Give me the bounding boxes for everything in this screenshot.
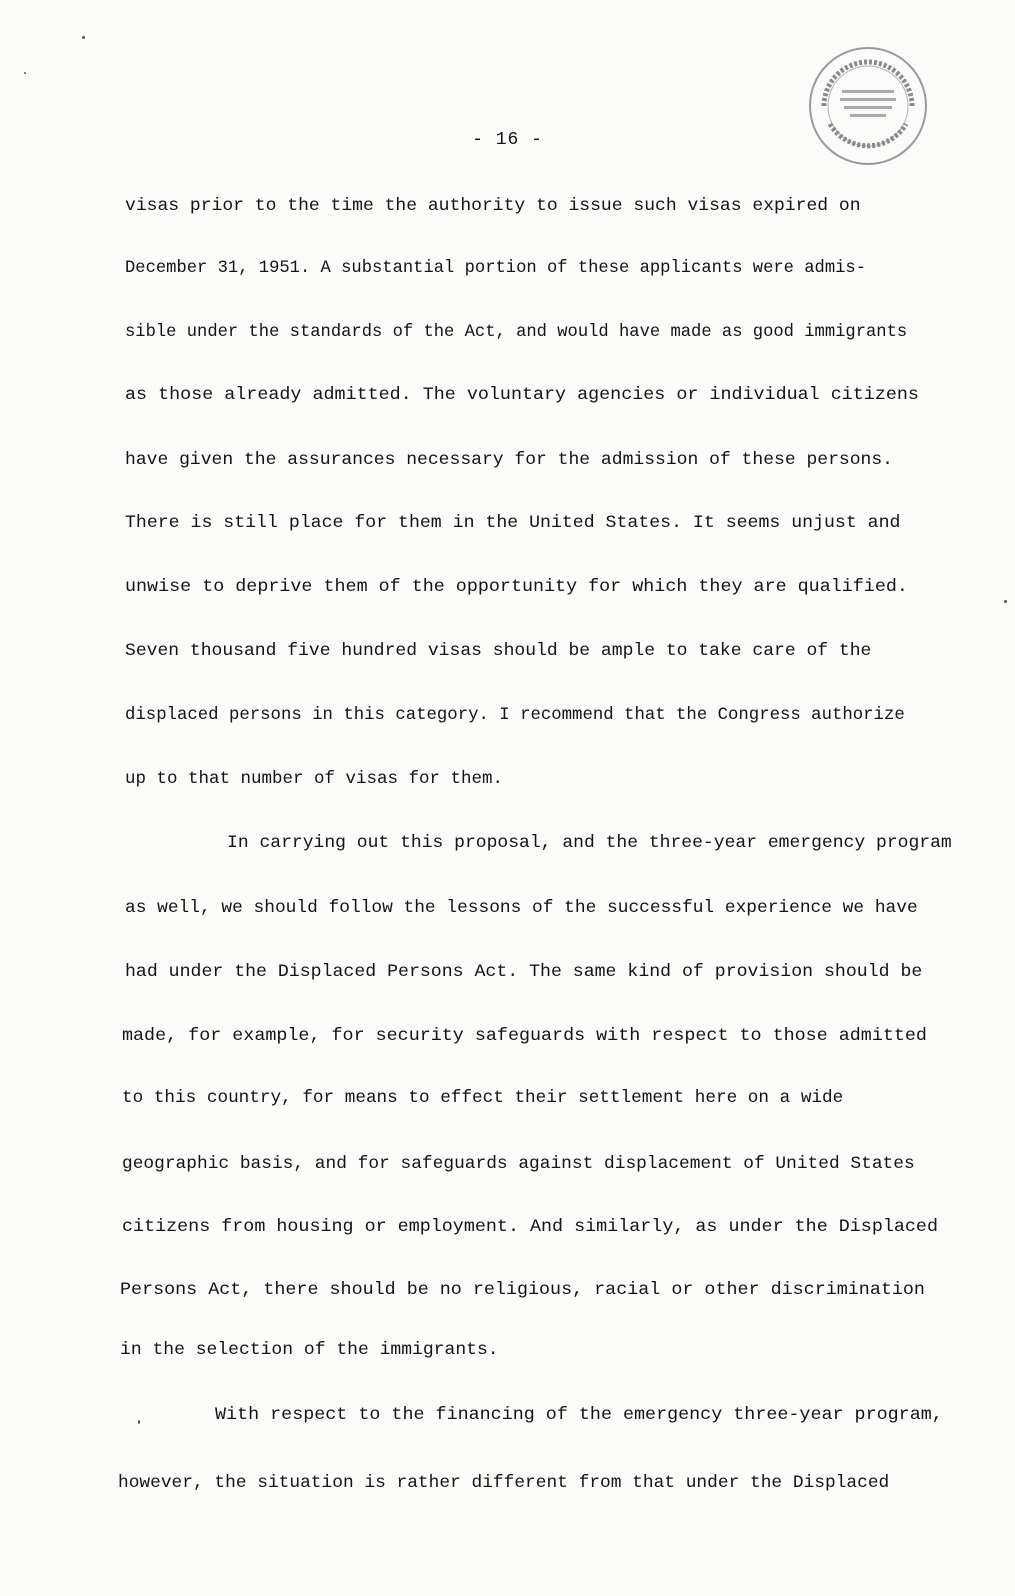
body-line-14: made, for example, for security safeguards with respect to those admitted [122, 1026, 927, 1046]
paper-speck [1004, 600, 1007, 603]
body-line-13: had under the Displaced Persons Act. The same kind of provision should be [125, 962, 923, 982]
page-number: - 16 - [472, 130, 543, 150]
body-line-11: In carrying out this proposal, and the three-year emergency program [227, 833, 952, 853]
body-line-3: sible under the standards of the Act, and would have made as good immigrants [125, 322, 908, 342]
body-line-1: visas prior to the time the authority to issue such visas expired on [125, 196, 861, 216]
body-line-17: citizens from housing or employment. And similarly, as under the Displaced [122, 1217, 938, 1237]
paper-speck [138, 1420, 140, 1424]
body-line-20: With respect to the financing of the emergency three-year program, [215, 1405, 943, 1425]
body-line-21: however, the situation is rather different from that under the Displaced [118, 1473, 890, 1493]
body-line-8: Seven thousand five hundred visas should be ample to take care of the [125, 641, 872, 661]
body-line-16: geographic basis, and for safeguards against displacement of United States [122, 1154, 915, 1174]
body-line-12: as well, we should follow the lessons of the successful experience we have [125, 898, 918, 918]
body-line-6: There is still place for them in the United States. It seems unjust and [125, 513, 901, 533]
body-line-4: as those already admitted. The voluntary agencies or individual citizens [125, 385, 919, 405]
body-line-9: displaced persons in this category. I recommend that the Congress authorize [125, 705, 905, 725]
paper-speck [82, 36, 85, 39]
body-line-10: up to that number of visas for them. [125, 769, 504, 789]
body-line-5: have given the assurances necessary for the admission of these persons. [125, 450, 893, 470]
body-line-2: December 31, 1951. A substantial portion of these applicants were admis- [125, 258, 867, 278]
paper-speck [24, 72, 26, 74]
body-line-18: Persons Act, there should be no religious, racial or other discrimination [120, 1280, 925, 1300]
body-line-15: to this country, for means to effect their settlement here on a wide [122, 1088, 844, 1108]
body-line-7: unwise to deprive them of the opportunity for which they are qualified. [125, 577, 908, 597]
body-line-19: in the selection of the immigrants. [120, 1340, 499, 1360]
